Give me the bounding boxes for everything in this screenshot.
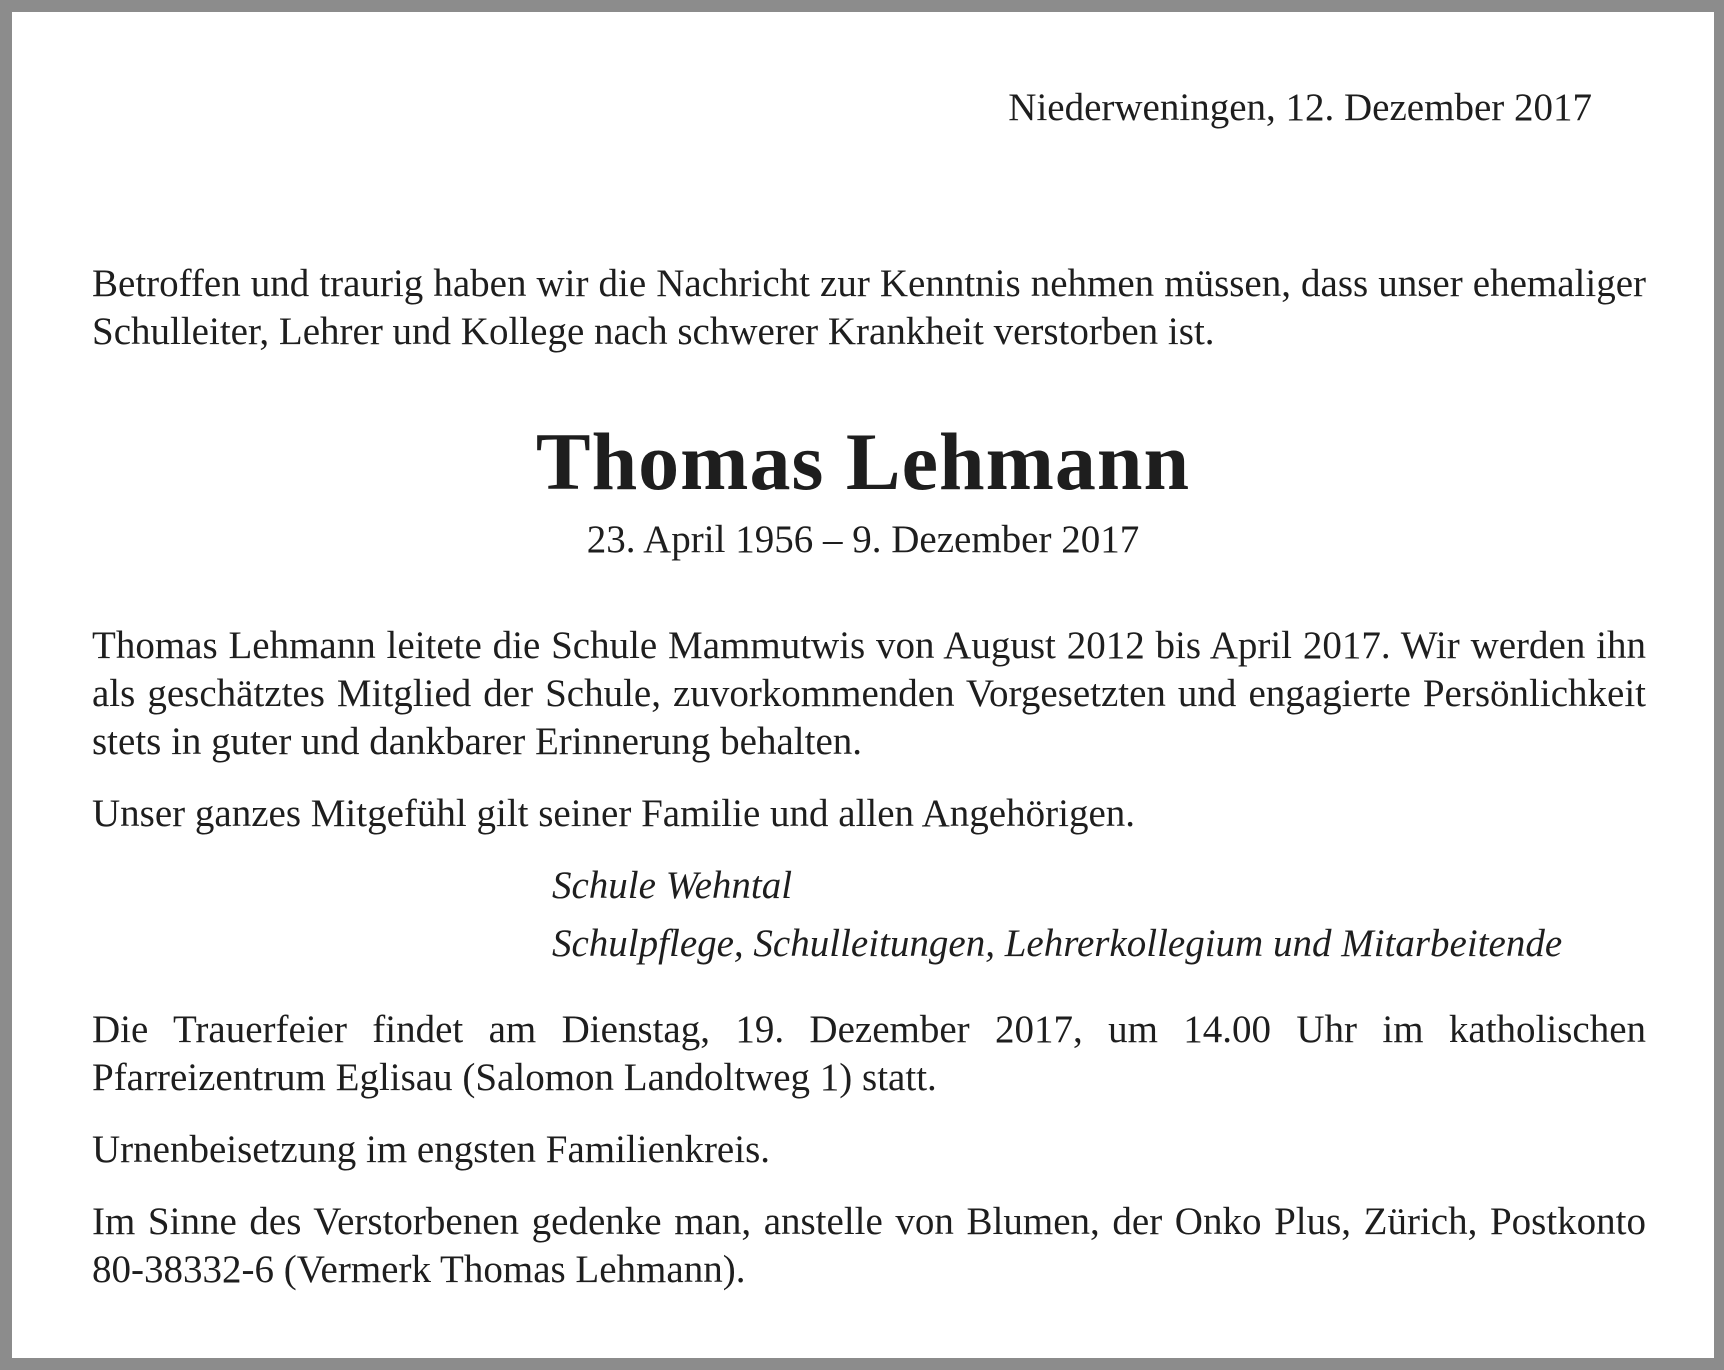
- signature-staff: Schulpflege, Schulleitungen, Lehrerkollegium und Mitarbeitende: [552, 922, 1563, 965]
- signature-school: Schule Wehntal: [552, 864, 793, 907]
- burial-paragraph: Urnenbeisetzung im engsten Familienkreis.: [92, 1128, 771, 1171]
- place-date: Niederweningen, 12. Dezember 2017: [1008, 86, 1592, 129]
- sympathy-paragraph: Unser ganzes Mitgefühl gilt seiner Familie und allen Angehörigen.: [92, 792, 1136, 835]
- intro-paragraph: Betroffen und traurig haben wir die Nachricht zur Kenntnis nehmen müssen, dass unser ehemaliger Schulleiter, Lehrer und Kollege nach schwerer Krankheit verstorben ist.: [92, 262, 1646, 353]
- deceased-name: Thomas Lehmann: [535, 416, 1191, 507]
- funeral-paragraph: Die Trauerfeier findet am Dienstag, 19. Dezember 2017, um 14.00 Uhr im katholischen Pfarreizentrum Eglisau (Salomon Landoltweg 1) statt.: [92, 1008, 1646, 1099]
- donation-paragraph: Im Sinne des Verstorbenen gedenke man, anstelle von Blumen, der Onko Plus, Zürich, Postkonto 80-38332-6 (Vermerk Thomas Lehmann).: [92, 1200, 1646, 1291]
- obituary-notice: [12, 12, 1714, 1358]
- role-paragraph: Thomas Lehmann leitete die Schule Mammutwis von August 2012 bis April 2017. Wir werden ihn als geschätztes Mitglied der Schule, zuvorkommenden Vorgesetzten und engagierte Persönlichkeit stets in guter und dankbarer Erinnerung behalten.: [92, 624, 1646, 763]
- life-dates: 23. April 1956 – 9. Dezember 2017: [586, 518, 1140, 561]
